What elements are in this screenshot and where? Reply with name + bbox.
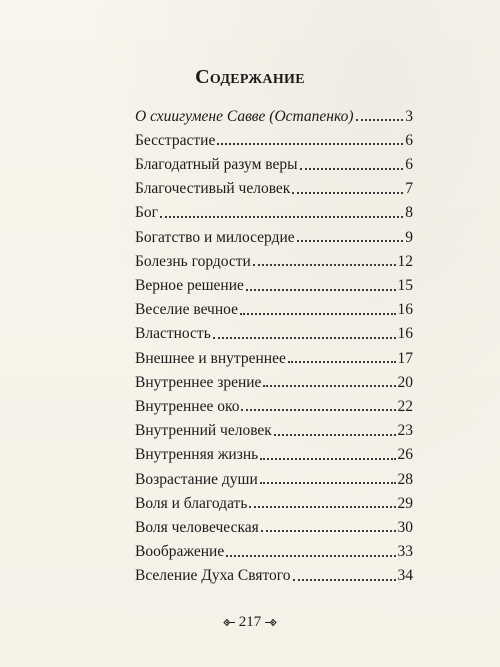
toc-entry-title: Богатство и милосердие [135, 228, 295, 246]
toc-entry-title: Бог [135, 204, 159, 222]
toc-entry-title: Внутренний человек [135, 422, 272, 440]
dot-leader [293, 579, 396, 581]
dot-leader [260, 482, 396, 484]
dot-leader [226, 555, 395, 557]
toc-entry-page-number: 26 [397, 446, 413, 464]
toc-entry [135, 269, 413, 293]
toc-entry-page-number: 20 [397, 373, 413, 391]
toc-entry-page-number: 6 [405, 156, 413, 174]
toc-entry [135, 342, 413, 366]
dot-leader [241, 409, 395, 411]
toc-entry-title: Болезнь гордости [135, 252, 251, 270]
toc-entry-title: О схиигумене Савве (Остапенко) [135, 107, 354, 125]
toc-entry-page-number: 16 [397, 325, 413, 343]
dot-leader [292, 192, 403, 194]
toc-entry-title: Внешнее и внутреннее [135, 349, 286, 367]
toc-entry-page-number: 29 [397, 494, 413, 512]
toc-entry-page-number: 9 [405, 228, 413, 246]
toc-entry-page-number: 23 [397, 422, 413, 440]
toc-entry [135, 560, 413, 584]
toc-entry [135, 439, 413, 463]
toc-entry-page-number: 17 [397, 349, 413, 367]
dot-leader [263, 385, 395, 387]
toc-entry-page-number: 34 [397, 567, 413, 585]
toc-entry-title: Внутренняя жизнь [135, 446, 259, 464]
dot-leader [246, 289, 396, 291]
page-footer [0, 614, 500, 631]
toc-entry [135, 173, 413, 197]
toc-entry-page-number: 33 [397, 543, 413, 561]
toc-entry [135, 124, 413, 148]
dot-leader [274, 434, 396, 436]
toc-entry-title: Властность [135, 325, 211, 343]
toc-entry-title: Вселение Духа Святого [135, 567, 291, 585]
toc-entry-title: Верное решение [135, 277, 244, 294]
toc-entry-title: Внутреннее око [135, 397, 240, 415]
dot-leader [297, 240, 404, 242]
dot-leader [300, 168, 404, 170]
dot-leader [356, 119, 404, 121]
dot-leader [260, 458, 395, 460]
dot-leader [288, 361, 396, 363]
toc-entry-page-number: 30 [397, 518, 413, 536]
toc-entry-title: Благодатный разум веры [135, 156, 298, 174]
toc-entry [135, 463, 413, 487]
toc-entry-title: Воля человеческая [135, 518, 259, 536]
toc-entry-title: Воображение [135, 543, 225, 561]
toc-entry [135, 221, 413, 245]
toc-entry-page-number: 6 [405, 131, 413, 149]
dot-leader [249, 506, 395, 508]
toc-entry [135, 535, 413, 559]
toc-entry-title: Воля и благодать [135, 494, 248, 512]
toc-entry [135, 487, 413, 511]
toc-entry-title: Возрастание души [135, 470, 258, 488]
toc-entry-page-number: 28 [397, 470, 413, 488]
floral-ornament-icon [223, 616, 236, 629]
toc-entry [135, 197, 413, 221]
toc-entry-page-number: 3 [405, 107, 413, 125]
dot-leader [160, 216, 403, 218]
toc-entry-title: Внутреннее зрение [135, 373, 262, 391]
toc-entry-title: Благочестивый человек [135, 180, 291, 198]
toc-entry-page-number: 16 [397, 301, 413, 319]
page-title: Содержание [195, 66, 305, 88]
dot-leader [240, 313, 396, 315]
toc-entry [135, 366, 413, 390]
toc-entry [135, 245, 413, 269]
toc-entry [135, 318, 413, 342]
toc-entry-page-number: 8 [405, 204, 413, 222]
toc-entry [135, 294, 413, 318]
toc-entry [135, 511, 413, 535]
toc-entry [135, 390, 413, 414]
table-of-contents [135, 100, 413, 584]
toc-entry [135, 100, 413, 124]
page-number: 217 [238, 614, 262, 630]
toc-entry [135, 414, 413, 438]
toc-entry-page-number: 7 [405, 180, 413, 198]
toc-entry [135, 148, 413, 172]
toc-entry-title: Бесстрастие [135, 131, 216, 149]
toc-entry-title: Веселие вечное [135, 301, 238, 319]
toc-entry-page-number: 22 [397, 397, 413, 415]
toc-entry-page-number: 15 [397, 277, 413, 294]
toc-entry-page-number: 12 [397, 252, 413, 270]
floral-ornament-icon [264, 616, 277, 629]
dot-leader [261, 530, 396, 532]
dot-leader [253, 264, 396, 266]
dot-leader [213, 337, 396, 339]
dot-leader [217, 143, 403, 145]
